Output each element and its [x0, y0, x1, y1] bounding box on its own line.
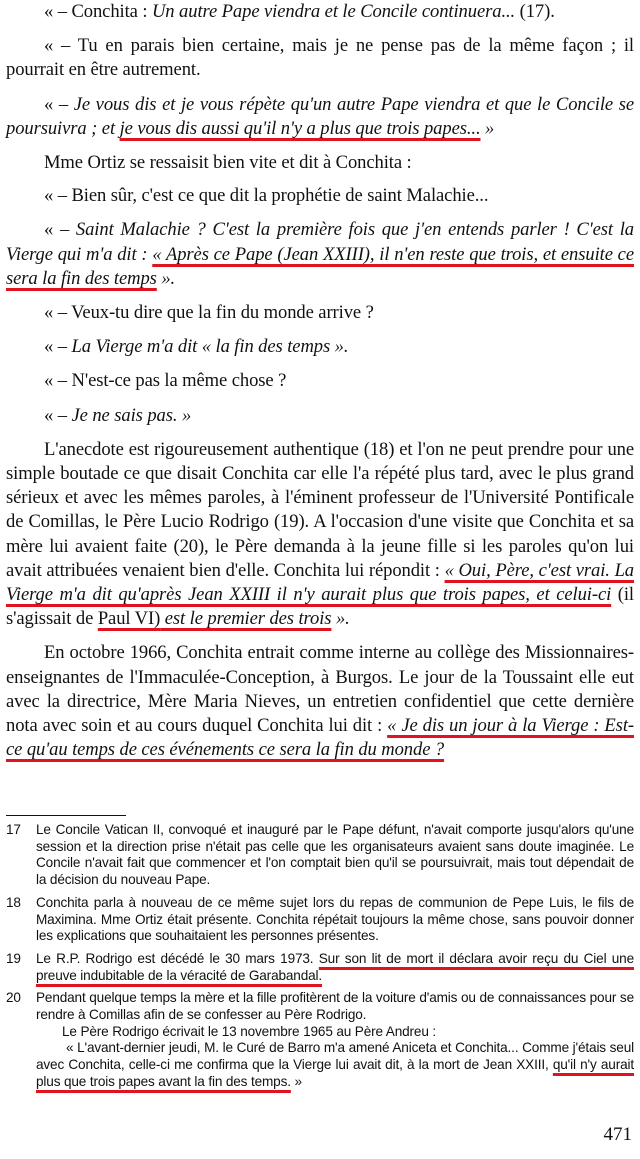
footnote-20 [6, 990, 634, 1090]
footnote-number: 20 [6, 990, 21, 1006]
paragraph-3: « – Je vous dis et je vous répète qu'un autre Pape viendra et que le Concile se poursuivra ; et je vous dis aussi qu'il n'y a plus que trois papes... » [6, 93, 634, 139]
footnote-text: Le R.P. Rodrigo est décédé le 30 mars 1973. Sur son lit de mort il déclara avoir reçu du Ciel une preuve indubitable de la véracité de Garabandal. [36, 950, 634, 983]
footnote-18 [6, 895, 634, 945]
page-number: 471 [603, 1124, 632, 1145]
footnote-text: Conchita parla à nouveau de ce même sujet lors du repas de communion de Pepe Luis, le fils de Maximina. Mme Ortiz était présente. Conchita répétait toujours la même chose, sans pouvoir donner les explications que souhaitaient les personnes présentes. [36, 894, 634, 944]
footnote-number: 18 [6, 894, 21, 910]
footnote-divider [6, 815, 126, 816]
underlined-quote: « Je dis un jour à la Vierge : Est-ce qu'au temps de ces événements ce sera la fin du monde ? [6, 715, 634, 761]
paragraph-12: En octobre 1966, Conchita entrait comme interne au collège des Missionnaires-enseignantes de l'Immaculée-Conception, à Burgos. Le jour de la Toussaint elle eut avec la directrice, Mère Maria Nieves, un entretien confidentiel que cette dernière nota avec soin et au cours duquel Conchita lui dit : « Je dis un jour à la Vierge : Est-ce qu'au temps de ces événements ce sera la fin du monde ? [6, 642, 634, 761]
footnote-19 [6, 951, 634, 984]
underlined-quote: est le premier des trois [160, 608, 332, 630]
footnote-text: Le Concile Vatican II, convoqué et inauguré par le Pape défunt, n'avait comporte jusqu'alors qu'une session et la direction prise n'était pas celle que les organisateurs avaient sans doute imaginée. Le Concile n'avait fait que commencer et l'on comptait bien qu'il se poursuivrait, mais tout dépendait de la décision du nouveau Pape. [36, 822, 634, 888]
main-text [6, 0, 634, 772]
footnotes [6, 822, 634, 1097]
underlined-quote: « Après ce Pape (Jean XXIII), il n'en reste que trois, et ensuite ce sera la fin des temps [6, 243, 634, 289]
underlined-quote: « Oui, Père, c'est vrai. La Vierge m'a dit qu'après Jean XXIII il n'y aurait plus que trois papes, et celui-ci [6, 559, 635, 606]
footnote-number: 19 [6, 950, 21, 966]
paragraph-6: « – Saint Malachie ? C'est la première fois que j'en entends parler ! C'est la Vierge qui m'a dit : « Après ce Pape (Jean XXIII), il n'en reste que trois, et ensuite ce sera la fin des temps ». [6, 219, 634, 289]
paragraph-7: « – Veux-tu dire que la fin du monde arrive ? [44, 302, 374, 324]
paragraph-9: « – N'est-ce pas la même chose ? [44, 370, 287, 392]
paragraph-1: « – Conchita : Un autre Pape viendra et le Concile continuera... (17). [44, 1, 555, 22]
footnote-number: 17 [6, 822, 21, 837]
paragraph-8: « – La Vierge m'a dit « la fin des temps ». [44, 336, 349, 358]
paragraph-2: « – Tu en parais bien certaine, mais je ne pense pas de la même façon ; il pourrait en être autrement. [6, 35, 634, 81]
underlined-name: Paul VI) [97, 608, 161, 630]
footnote-text: Pendant quelque temps la mère et la fille profitèrent de la voiture d'amis ou de connaissances pour se rendre à Comillas afin de se confesser au Père Rodrigo. Le Père Rodrigo écrivait le 13 novembre 1965 au Père Andreu : « L'avant-dernier jeudi, M. le Curé de Barro m'a amené Aniceta et Conchita... Comme j'étais seul avec Conchita, celle-ci me confirma que la Vierge lui avait dit, à la mort de Jean XXIII, qu'il n'y aurait plus que trois papes avant la fin des temps. » [36, 990, 634, 1089]
underlined-quote: je vous dis aussi qu'il n'y a plus que trois papes... [119, 117, 481, 139]
paragraph-10: « – Je ne sais pas. » [44, 404, 192, 426]
underlined-footnote-text: Sur son lit de mort il déclara avoir reçu du Ciel une preuve indubitable de la véracité de Garabandal. [36, 950, 634, 983]
paragraph-4: Mme Ortiz se ressaisit bien vite et dit à Conchita : [44, 152, 412, 174]
paragraph-5: « – Bien sûr, c'est ce que dit la prophétie de saint Malachie... [44, 185, 489, 207]
underlined-footnote-text: qu'il n'y aurait plus que trois papes avant la fin des temps. [36, 1057, 634, 1089]
paragraph-11: L'anecdote est rigoureusement authentique (18) et l'on ne peut prendre pour une simple boutade ce que disait Conchita car elle l'a répété plus tard, avec le plus grand sérieux et avec les mêmes paroles, à l'éminent professeur de l'Université Pontificale de Comillas, le Père Lucio Rodrigo (19). A l'occasion d'une visite que Conchita et sa mère lui avaient faite (20), le Père demanda à la jeune fille si les paroles qu'on lui avait attribuées venaient bien d'elle. Conchita lui répondit : « Oui, Père, c'est vrai. La Vierge m'a dit qu'après Jean XXIII il n'y aurait plus que trois papes, et celui-ci (il s'agissait de Paul VI) est le premier des trois ». [6, 438, 635, 630]
footnote-17 [6, 822, 634, 889]
